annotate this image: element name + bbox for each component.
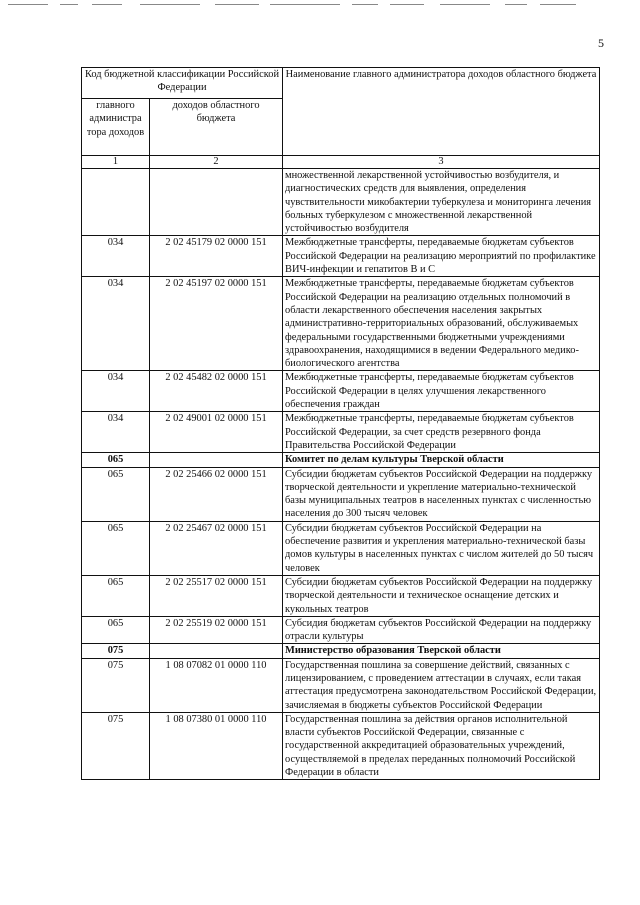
admin-code-cell: 065 [82, 467, 150, 521]
admin-code-cell: 075 [82, 658, 150, 712]
income-name-cell: множественной лекарственной устойчивостью возбудителя, и диагностических средств для выявления, определения чувствительности микобактерии туберкулеза и мониторинга лечения больных туберкулезом с множественной лекарственной устойчивостью возбудителя [283, 169, 600, 236]
scan-top-edge [0, 4, 640, 10]
income-name-cell: Субсидия бюджетам субъектов Российской Федерации на поддержку отрасли культуры [283, 616, 600, 644]
admin-code-cell: 034 [82, 412, 150, 453]
income-name-cell: Комитет по делам культуры Тверской области [283, 453, 600, 467]
table-row [82, 712, 600, 779]
income-code-cell: 2 02 25467 02 0000 151 [150, 521, 283, 575]
admin-code-cell [82, 169, 150, 236]
admin-code-cell: 065 [82, 616, 150, 644]
admin-code-cell: 034 [82, 236, 150, 277]
table-row [82, 644, 600, 658]
income-code-cell: 2 02 49001 02 0000 151 [150, 412, 283, 453]
income-code-cell: 2 02 25517 02 0000 151 [150, 575, 283, 616]
income-name-cell: Государственная пошлина за действия органов исполнительной власти субъектов Российской Федерации, связанные с государственной аккредитацией образовательных учреждений, осуществляемой в пределах переданных полномочий Российской Федерации в области [283, 712, 600, 779]
table-row [82, 453, 600, 467]
admin-code-cell: 034 [82, 277, 150, 371]
header-group-title: Код бюджетной классификации Российской Федерации [82, 68, 283, 99]
income-code-cell [150, 453, 283, 467]
column-number-2: 2 [150, 156, 283, 169]
income-name-cell: Субсидии бюджетам субъектов Российской Федерации на поддержку творческой деятельности и техническое оснащение детских и кукольных театров [283, 575, 600, 616]
header-code-column: доходов областного бюджета [150, 99, 283, 156]
income-code-cell: 2 02 45197 02 0000 151 [150, 277, 283, 371]
header-name-column: Наименование главного администратора доходов областного бюджета [283, 68, 600, 156]
income-name-cell: Межбюджетные трансферты, передаваемые бюджетам субъектов Российской Федерации на реализацию отдельных полномочий в области лекарственного обеспечения населения закрытых административно-территориальных образований, обслуживаемых федеральными государственными бюджетными учреждениями здравоохранения, находящимися в ведении Федерального медико-биологического агентства [283, 277, 600, 371]
table-row [82, 236, 600, 277]
admin-code-cell: 065 [82, 575, 150, 616]
column-number-1: 1 [82, 156, 150, 169]
income-name-cell: Межбюджетные трансферты, передаваемые бюджетам субъектов Российской Федерации, за счет средств резервного фонда Правительства Российской Федерации [283, 412, 600, 453]
income-code-cell: 2 02 25466 02 0000 151 [150, 467, 283, 521]
income-code-cell: 2 02 45179 02 0000 151 [150, 236, 283, 277]
income-code-cell [150, 644, 283, 658]
income-name-cell: Субсидии бюджетам субъектов Российской Федерации на поддержку творческой деятельности и укрепление материально-технической базы муниципальных театров в населенных пунктах с численностью населения до 300 тысяч человек [283, 467, 600, 521]
table-row [82, 467, 600, 521]
income-name-cell: Межбюджетные трансферты, передаваемые бюджетам субъектов Российской Федерации в целях улучшения лекарственного обеспечения граждан [283, 371, 600, 412]
admin-code-cell: 075 [82, 644, 150, 658]
income-code-cell: 2 02 25519 02 0000 151 [150, 616, 283, 644]
table-row [82, 371, 600, 412]
table-row [82, 521, 600, 575]
income-name-cell: Министерство образования Тверской области [283, 644, 600, 658]
column-number-3: 3 [283, 156, 600, 169]
income-code-cell: 1 08 07380 01 0000 110 [150, 712, 283, 779]
admin-code-cell: 065 [82, 521, 150, 575]
table-row [82, 658, 600, 712]
income-name-cell: Межбюджетные трансферты, передаваемые бюджетам субъектов Российской Федерации на реализацию мероприятий по профилактике ВИЧ-инфекции и гепатитов B и C [283, 236, 600, 277]
table-row [82, 277, 600, 371]
header-admin-column: главного администра тора доходов [82, 99, 150, 156]
table-row [82, 169, 600, 236]
income-code-cell [150, 169, 283, 236]
admin-code-cell: 034 [82, 371, 150, 412]
table-row [82, 616, 600, 644]
admin-code-cell: 065 [82, 453, 150, 467]
income-code-cell: 1 08 07082 01 0000 110 [150, 658, 283, 712]
income-name-cell: Государственная пошлина за совершение действий, связанных с лицензированием, с проведением аттестации в случаях, если такая аттестация предусмотрена законодательством Российской Федерации, зачисляемая в бюджеты субъектов Российской Федерации [283, 658, 600, 712]
table-row [82, 412, 600, 453]
income-name-cell: Субсидии бюджетам субъектов Российской Федерации на обеспечение развития и укрепления материально-технической базы домов культуры в населенных пунктах с числом жителей до 50 тысяч человек [283, 521, 600, 575]
admin-code-cell: 075 [82, 712, 150, 779]
budget-classification-table [81, 67, 600, 780]
page-number: 5 [598, 36, 604, 50]
income-code-cell: 2 02 45482 02 0000 151 [150, 371, 283, 412]
table-row [82, 575, 600, 616]
